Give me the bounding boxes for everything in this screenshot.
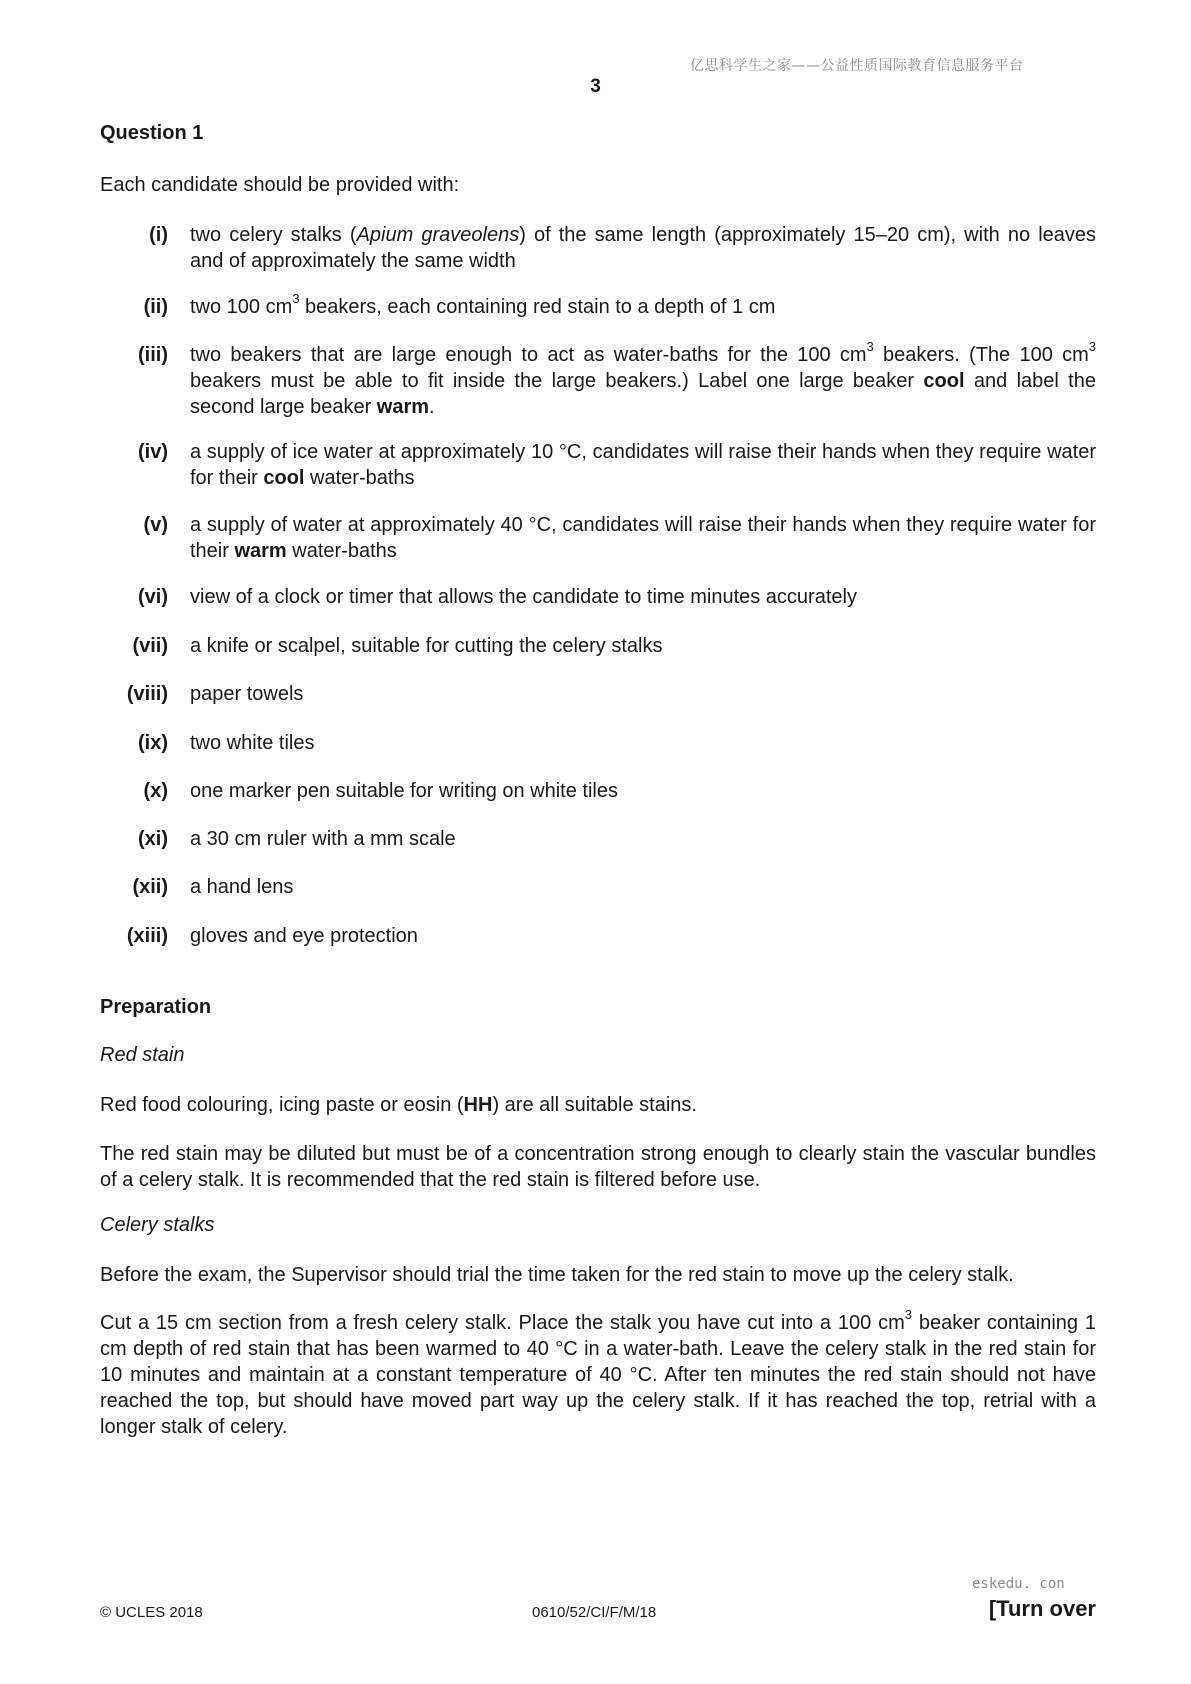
item-text: two beakers that are large enough to act as water-baths for the 100 $cm^3$ beakers. (The 100 $cm^3$ beakers must be able to fit inside the large beakers.) Label one large beaker cool and label the second large beaker warm. <box>190 339 1096 418</box>
item-text: a supply of water at approximately 40 °C, candidates will raise their hands when they require water for their warm water-baths <box>190 514 1096 562</box>
item-number: (ii) <box>143 296 168 318</box>
document-code: 0610/52/CI/F/M/18 <box>532 1604 657 1621</box>
red-stain-paragraph-1: Red food colouring, icing paste or eosin (HH) are all suitable stains. <box>100 1094 697 1116</box>
red-stain-paragraph-2: The red stain may be diluted but must be of a concentration strong enough to clearly stain the vascular bundles of a celery stalk. It is recommended that the red stain is filtered before use. <box>100 1143 1096 1191</box>
item-text: gloves and eye protection <box>190 925 418 947</box>
item-number: (i) <box>149 224 168 246</box>
item-text: view of a clock or timer that allows the candidate to time minutes accurately <box>190 586 857 608</box>
item-text: a supply of ice water at approximately 10 °C, candidates will raise their hands when they require water for their cool water-baths <box>190 441 1096 489</box>
footer-watermark: eskedu. con <box>972 1576 1065 1592</box>
item-number: (vii) <box>132 635 168 657</box>
item-text: one marker pen suitable for writing on white tiles <box>190 780 618 802</box>
item-text: two 100 $cm^3$ beakers, each containing red stain to a depth of 1 cm <box>190 291 776 318</box>
item-number: (iv) <box>138 441 168 463</box>
item-number: (xiii) <box>126 925 168 947</box>
item-text: two celery stalks (Apium graveolens) of the same length (approximately 15–20 cm), with no leaves and of approximately the same width <box>190 224 1097 272</box>
red-stain-heading: Red stain <box>100 1044 185 1066</box>
question-intro: Each candidate should be provided with: <box>100 174 460 196</box>
item-number: (xi) <box>138 828 168 850</box>
item-text: two white tiles <box>190 732 315 754</box>
copyright: © UCLES 2018 <box>100 1604 203 1621</box>
celery-paragraph-2: Cut a 15 cm section from a fresh celery stalk. Place the stalk you have cut into a 100 $cm^3$ beaker containing 1 cm depth of red stain that has been warmed to 40 °C in a water-bath. Leave the celery stalk in the red stain for 10 minutes and maintain at a constant temperature of 40 °C. After ten minutes the red stain should not have reached the top, but should have moved part way up the celery stalk. If it has reached the top, retrial with a longer stalk of celery. <box>100 1307 1096 1438</box>
item-text: a hand lens <box>190 876 294 898</box>
item-text: a 30 cm ruler with a mm scale <box>190 828 456 850</box>
item-text: a knife or scalpel, suitable for cutting the celery stalks <box>190 635 663 657</box>
celery-paragraph-1: Before the exam, the Supervisor should trial the time taken for the red stain to move up the celery stalk. <box>100 1264 1014 1286</box>
item-number: (xii) <box>132 876 168 898</box>
item-number: (viii) <box>126 683 168 705</box>
item-number: (v) <box>143 514 168 536</box>
celery-stalks-heading: Celery stalks <box>100 1214 215 1236</box>
turn-over: [Turn over <box>988 1596 1096 1621</box>
item-number: (x) <box>143 780 168 802</box>
species-name: Apium graveolens <box>356 224 520 246</box>
question-title: Question 1 <box>100 122 204 144</box>
item-number: (iii) <box>138 344 168 366</box>
preparation-heading: Preparation <box>100 996 212 1018</box>
item-number: (ix) <box>138 732 168 754</box>
item-number: (vi) <box>138 586 168 608</box>
page-number: 3 <box>590 76 601 97</box>
header-watermark: 亿思科学生之家——公益性质国际教育信息服务平台 <box>690 58 1024 74</box>
item-text: paper towels <box>190 683 304 705</box>
